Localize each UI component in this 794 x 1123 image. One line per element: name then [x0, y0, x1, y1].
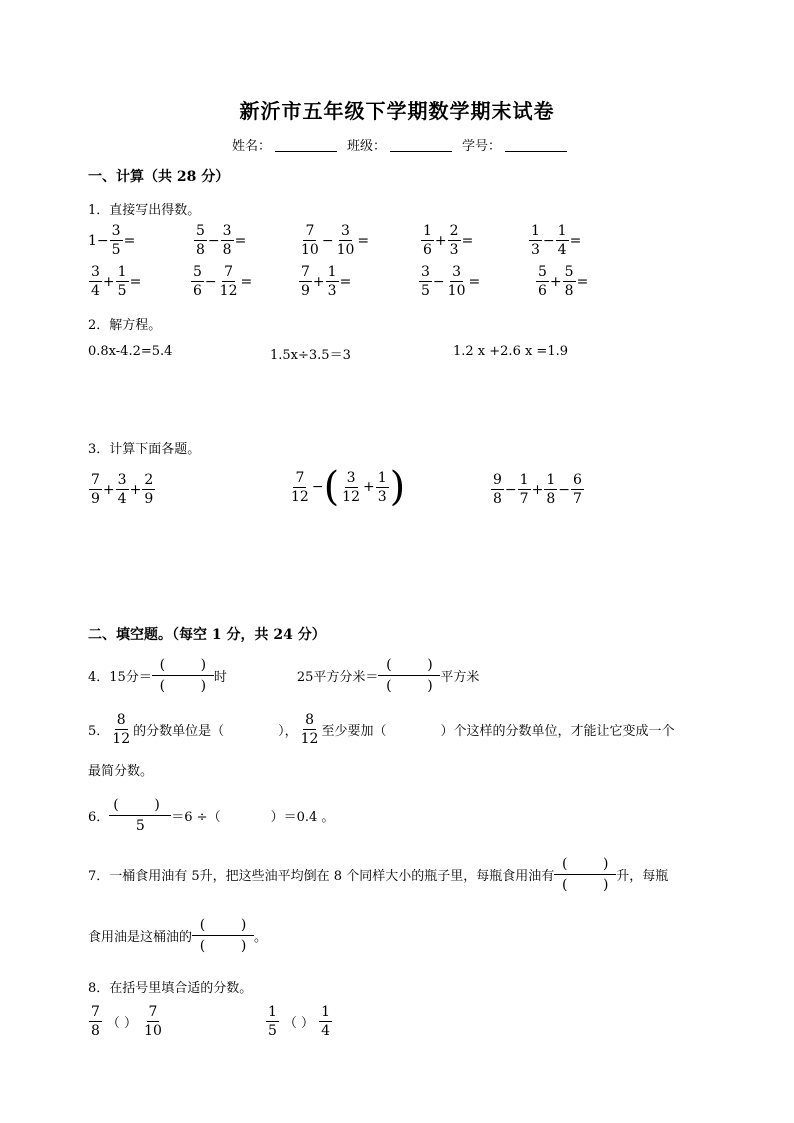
- fraction: $\frac{7}{8}$: [91, 1004, 100, 1039]
- fraction: $\frac{1}{3}$: [327, 264, 337, 299]
- right-paren: ): [389, 464, 406, 510]
- student-info-line: [232, 135, 571, 154]
- q1-item-5: $\frac{1}{3}$ − $\frac{1}{4}$ =: [531, 223, 582, 258]
- fraction: $\frac{7}{9}$: [301, 264, 310, 299]
- fraction: $\frac{5}{8}$: [564, 264, 574, 299]
- fraction: $\frac{1}{4}$: [557, 223, 567, 258]
- answer-fraction[interactable]: ( ) ( ): [554, 855, 616, 894]
- q3-label: 3．计算下面各题。: [88, 442, 201, 457]
- fraction: $\frac{2}{9}$: [144, 472, 154, 507]
- fraction: $\frac{1}{6}$: [423, 223, 432, 258]
- q5-row: 5． $\frac{8}{12}$ 的分数单位是（ ）， $\frac{8}{12}$ 至少要加（ ）个这样的分数单位，才能让它变成一个: [88, 712, 675, 747]
- answer-fraction[interactable]: ( ) ( ): [192, 916, 254, 955]
- q1-item-2: $\frac{5}{8}$ − $\frac{3}{8}$ =: [196, 223, 247, 258]
- fraction: $\frac{6}{7}$: [572, 472, 582, 507]
- q8-pair-1: [88, 1004, 165, 1039]
- fraction: $\frac{3}{4}$: [91, 264, 100, 299]
- q3-expression-3: $\frac{9}{8}$ − $\frac{1}{7}$ + $\frac{1}{8}$ − $\frac{6}{7}$: [493, 472, 582, 507]
- fraction: $\frac{3}{10}$: [336, 223, 355, 258]
- q8-pair-2: [265, 1004, 333, 1039]
- fraction: $\frac{5}{6}$: [193, 264, 202, 299]
- q4-part2: 25平方分米＝: [296, 670, 379, 685]
- fraction: $\frac{1}{3}$: [377, 469, 387, 505]
- fraction: $\frac{1}{8}$: [546, 472, 556, 507]
- q5-continuation: 最简分数。: [88, 764, 154, 779]
- q1-item-4: $\frac{1}{6}$ + $\frac{2}{3}$ =: [423, 223, 474, 258]
- answer-fraction[interactable]: ( ) ( ): [152, 656, 214, 695]
- class-label: 班级：: [347, 139, 387, 154]
- q8-blank-1[interactable]: （ ）: [106, 1016, 138, 1031]
- fraction: $\frac{1}{3}$: [531, 223, 540, 258]
- q8-label: 8．在括号里填合适的分数。: [88, 981, 253, 996]
- equation-3: 1.2 x +2.6 x =1.9: [453, 344, 569, 359]
- q1-item-1: [88, 223, 135, 258]
- q4-unit-sqm: 平方米: [440, 670, 480, 685]
- fraction: $\frac{3}{5}$: [421, 264, 430, 299]
- q1-1-lead: 1: [88, 232, 97, 249]
- q4-label: 4．15分＝: [88, 670, 152, 685]
- q6-row: 6． ( ) 5 ＝6 ÷（ ）＝0.4 。: [88, 797, 335, 834]
- fraction: $\frac{9}{8}$: [493, 472, 502, 507]
- fraction: $\frac{2}{3}$: [449, 223, 459, 258]
- q1-item-9: $\frac{3}{5}$ − $\frac{3}{10}$ =: [421, 264, 481, 299]
- equation-1: 0.8x-4.2=5.4: [88, 344, 173, 359]
- fraction: $\frac{8}{12}$: [300, 712, 319, 747]
- class-field[interactable]: [390, 137, 452, 152]
- equation-2: 1.5x÷3.5＝3: [270, 348, 351, 363]
- fraction: $\frac{7}{10}$: [301, 223, 319, 258]
- q7-row: 7．一桶食用油有 5升，把这些油平均倒在 8 个同样大小的瓶子里，每瓶食用油有 ( ) ( ) 升，每瓶: [88, 856, 669, 893]
- q1-item-8: $\frac{7}{9}$ + $\frac{1}{3}$ =: [301, 264, 352, 299]
- page-title: 新沂市五年级下学期数学期末试卷: [239, 99, 555, 123]
- section2-heading: 二、填空题。（每空 1 分，共 24 分）: [88, 627, 326, 643]
- fraction: $\frac{7}{9}$: [91, 472, 100, 507]
- q1-1-eq: =: [123, 232, 136, 249]
- fraction: $\frac{7}{12}$: [291, 469, 309, 505]
- q1-item-3: $\frac{7}{10}$ − $\frac{3}{10}$ =: [301, 223, 370, 258]
- q1-item-10: $\frac{5}{6}$ + $\frac{5}{8}$ =: [538, 264, 589, 299]
- fraction: $\frac{5}{8}$: [196, 223, 205, 258]
- fraction: $\frac{3}{12}$: [342, 469, 360, 505]
- q1-item-6: $\frac{3}{4}$ + $\frac{1}{5}$ =: [91, 264, 142, 299]
- q4-unit-hour: 时: [213, 670, 227, 685]
- fraction: $\frac{7}{10}$: [144, 1004, 162, 1039]
- answer-fraction[interactable]: ( ) 5: [109, 796, 171, 835]
- answer-fraction[interactable]: ( ) ( ): [378, 656, 440, 695]
- fraction: $\frac{1}{4}$: [321, 1004, 330, 1039]
- fraction: $\frac{1}{5}$: [268, 1004, 277, 1039]
- q2-label: 2．解方程。: [88, 318, 162, 333]
- q1-label: 1．直接写出得数。: [88, 203, 201, 218]
- fraction: $\frac{1}{5}$: [117, 264, 127, 299]
- name-label: 姓名：: [232, 139, 272, 154]
- q4-row: [88, 656, 479, 695]
- id-field[interactable]: [505, 137, 567, 152]
- fraction: $\frac{3}{10}$: [447, 264, 466, 299]
- name-field[interactable]: [275, 137, 337, 152]
- q8-blank-2[interactable]: （ ）: [283, 1016, 315, 1031]
- fraction: $\frac{8}{12}$: [112, 712, 131, 747]
- q1-1-op: −: [96, 232, 109, 249]
- fraction: $\frac{3}{4}$: [117, 472, 127, 507]
- q3-expression-2: $\frac{7}{12}$ − ( $\frac{3}{12}$ + $\frac{1}{3}$ ): [291, 464, 406, 510]
- fraction: $\frac{7}{12}$: [219, 264, 238, 299]
- section1-heading: 一、计算（共 28 分）: [88, 169, 230, 185]
- q3-expression-1: $\frac{7}{9}$ + $\frac{3}{4}$ + $\frac{2}{9}$: [91, 472, 154, 507]
- id-label: 学号：: [462, 139, 502, 154]
- q7-row-2: 食用油是这桶油的 ( ) ( ) 。: [88, 917, 268, 954]
- left-paren: (: [323, 464, 340, 510]
- fraction: $\frac{1}{7}$: [519, 472, 529, 507]
- q1-item-7: $\frac{5}{6}$ − $\frac{7}{12}$ =: [193, 264, 253, 299]
- fraction: $\frac{3}{5}$: [111, 223, 121, 258]
- fraction: $\frac{5}{6}$: [538, 264, 547, 299]
- fraction: $\frac{3}{8}$: [222, 223, 232, 258]
